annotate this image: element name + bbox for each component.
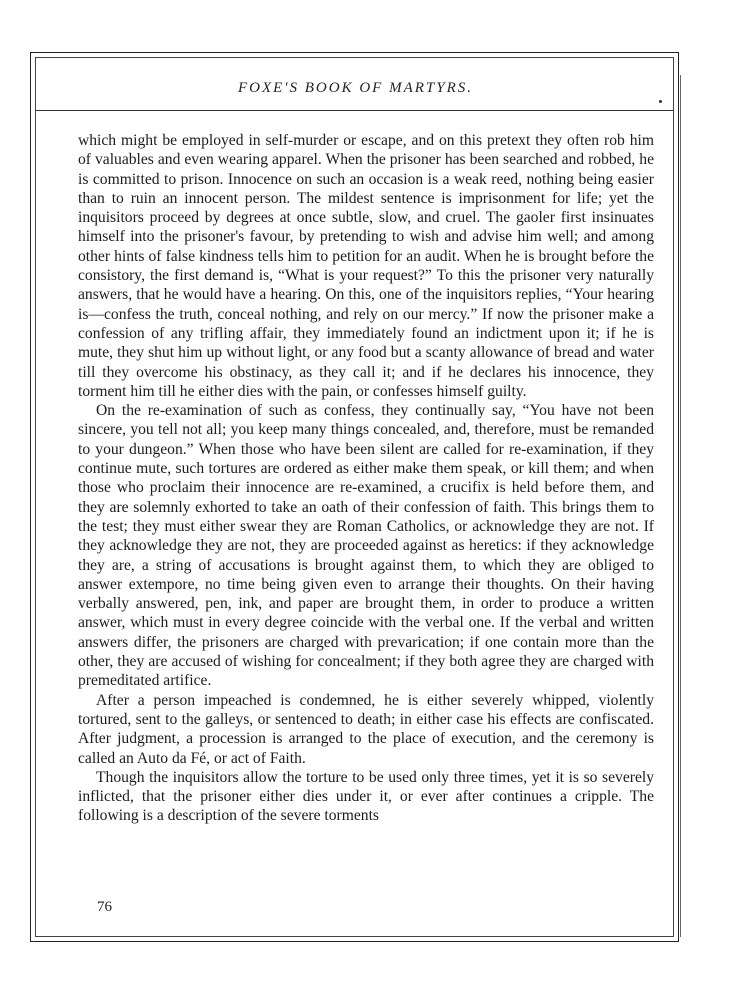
body-text <box>78 131 654 826</box>
paragraph: On the re-examination of such as confess, they continually say, “You have not been sincere, you tell not all; you keep many things concealed, and, therefore, must be remanded to your dungeon.” When those who have been silent are called for re-examination, if they continue mute, such tortures are ordered as either make them speak, or kill them; and when those who proclaim their innocence are re-examined, a crucifix is held before them, and they are solemnly exhorted to take an oath of their confession of faith. This brings them to the test; they must either swear they are Roman Catholics, or acknowledge they are not. If they acknowledge they are not, they are proceeded against as heretics: if they acknowledge they are, a string of accusations is brought against them, to which they are obliged to answer extempore, no time being given even to arrange their thoughts. On their having verbally answered, pen, ink, and paper are brought them, in order to produce a written answer, which must in every degree coincide with the verbal one. If the verbal and written answers differ, the prisoners are charged with prevarication; if one contain more than the other, they are accused of wishing for concealment; if they both agree they are charged with premeditated artifice. <box>78 402 654 690</box>
paragraph: which might be employed in self-murder or escape, and on this pretext they often rob him of valuables and even wearing apparel. When the prisoner has been searched and robbed, he is committed to prison. Innocence on such an occasion is a weak reed, nothing being easier than to ruin an innocent person. The mildest sentence is imprisonment for life; yet the inquisitors proceed by degrees at once subtle, slow, and cruel. The gaoler first insinuates himself into the prisoner's favour, by pretending to wish and advise him well; and among other hints of false kindness tells him to petition for an audit. When he is brought before the consistory, the first demand is, “What is your request?” To this the prisoner very naturally answers, that he would have a hearing. On this, one of the inquisitors replies, “Your hearing is—confess the truth, conceal nothing, and rely on our mercy.” If now the prisoner make a confession of any trifling affair, they immediately found an indictment upon it; if he is mute, they shut him up without light, or any food but a scanty allowance of bread and water till they overcome his obstinacy, as they call it; and if he declares his innocence, they torment him till he either dies with the pain, or confesses himself guilty. <box>78 132 654 400</box>
paragraph: Though the inquisitors allow the torture to be used only three times, yet it is so severely inflicted, that the prisoner either dies under it, or ever after continues a cripple. The following is a description of the severe torments <box>78 768 654 825</box>
page-number: 76 <box>97 899 112 915</box>
margin-rule <box>680 75 681 937</box>
header-rule <box>36 110 673 111</box>
running-title: FOXE'S BOOK OF MARTYRS. <box>237 80 474 96</box>
header-dot <box>659 100 662 103</box>
paragraph: After a person impeached is condemned, he is either severely whipped, violently tortured, sent to the galleys, or sentenced to death; in either case his effects are confiscated. After judgment, a procession is arranged to the place of execution, and the ceremony is called an Auto da Fé, or act of Faith. <box>78 691 654 767</box>
